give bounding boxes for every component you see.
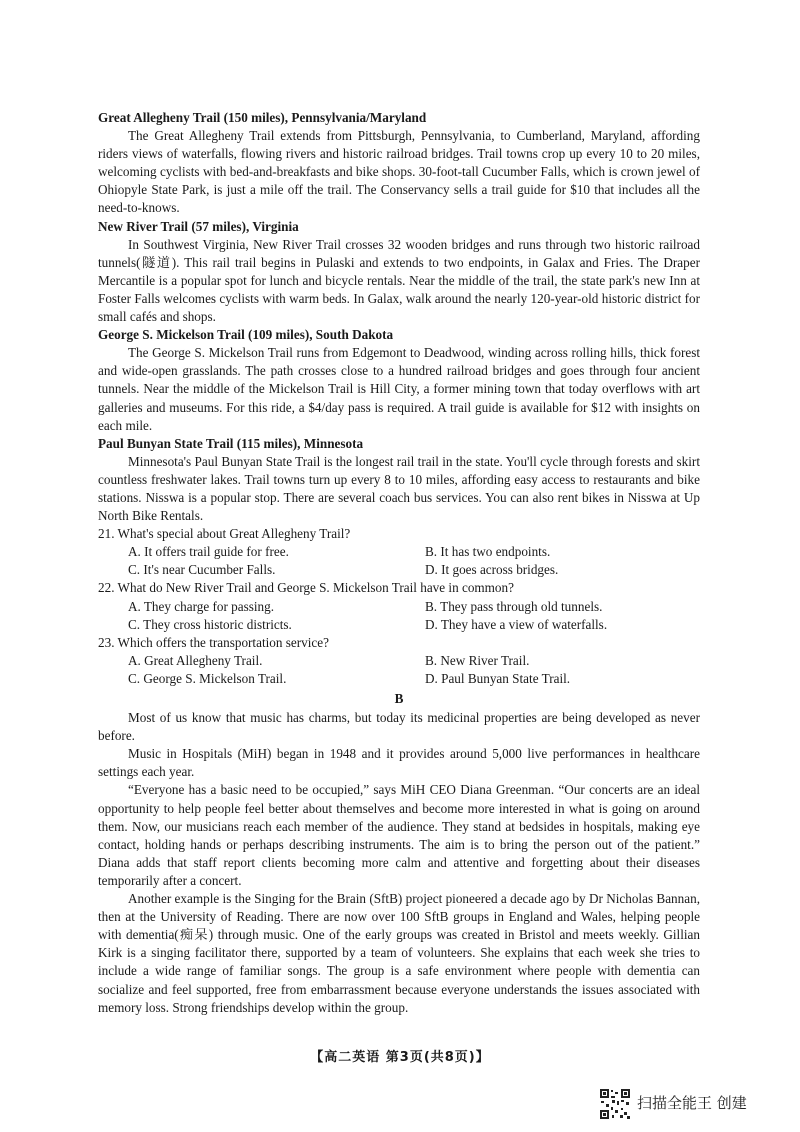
question-22	[98, 579, 700, 633]
option-c: C. They cross historic districts.	[128, 616, 292, 632]
trail-2	[98, 218, 700, 327]
option-c: C. It's near Cucumber Falls.	[128, 562, 276, 578]
option-a: A. It offers trail guide for free.	[128, 544, 289, 560]
trail-title: New River Trail (57 miles), Virginia	[98, 218, 299, 234]
trail-4	[98, 435, 700, 525]
passage-paragraph: Another example is the Singing for the Brain (SftB) project pioneered a decade ago by Dr Nicholas Bannan, then at the University of Reading. There are now over 100 SftB groups in England and Wales, helping people with dementia(痴呆) through music. One of the early groups was created in Bristol and meets weekly. Gillian Kirk is a singing facilitator there, supported by a team of volunteers. She explains that each week she tries to include a wide range of familiar songs. The group is a safe environment where people with dementia can socialize and feel supported, free from embarrassment because everyone understands the issues associated with memory loss. Strong friendships develop within the group.	[98, 891, 700, 1015]
question-stem: 21. What's special about Great Allegheny Trail?	[98, 526, 351, 542]
passage-paragraph: “Everyone has a basic need to be occupied,” says MiH CEO Diana Greenman. “Our concerts are an ideal opportunity to help people feel better about themselves and become more interested in what is going on around them. Now, our musicians reach each member of the audience. They stand at bedsides in hospitals, making eye contact, holding hands or perhaps describing instruments. The aim is to bring the person out of the patient.” Diana adds that staff report clients becoming more calm and attentive and forgetting about their diseases temporarily after a concert.	[98, 782, 700, 888]
question-options	[98, 598, 700, 634]
trail-title: Great Allegheny Trail (150 miles), Pennsylvania/Maryland	[98, 110, 427, 125]
qr-code-icon	[599, 1088, 631, 1120]
trail-3	[98, 326, 700, 435]
passage-paragraph: Music in Hospitals (MiH) began in 1948 and it provides around 5,000 live performances in healthcare settings each year.	[98, 746, 700, 780]
question-23	[98, 634, 700, 688]
trail-title: George S. Mickelson Trail (109 miles), South Dakota	[98, 327, 394, 343]
option-a: A. They charge for passing.	[128, 598, 275, 614]
trail-body: The Great Allegheny Trail extends from Pittsburgh, Pennsylvania, to Cumberland, Maryland, affording riders views of waterfalls, flowing rivers and historic railroad bridges. Trail towns crop up every 10 to 20 miles, welcoming cyclists with bed-and-breakfasts and bike shops. 30-foot-tall Cucumber Falls, which is crown jewel of Ohiopyle State Park, is just a mile off the trail. The Conservancy sells a trail guide for $10 that includes all the need-to-knows.	[98, 128, 700, 216]
option-b: B. They pass through old tunnels.	[425, 598, 603, 614]
page-content	[98, 109, 700, 1017]
trail-body: Minnesota's Paul Bunyan State Trail is the longest rail trail in the state. You'll cycle through forests and skirt countless freshwater lakes. Trail towns turn up every 8 to 10 miles, affording easy access to restaurants and bike stations. Nisswa is a popular stop. There are several coach bus services. You can also rent bikes in Nisswa at Up North Bike Rentals.	[98, 453, 700, 524]
trail-1	[98, 109, 700, 218]
question-stem: 23. Which offers the transportation service?	[98, 634, 329, 650]
passage-b	[98, 709, 700, 1017]
option-b: B. New River Trail.	[425, 652, 530, 668]
question-options	[98, 543, 700, 579]
option-b: B. It has two endpoints.	[425, 544, 551, 560]
option-a: A. Great Allegheny Trail.	[128, 652, 263, 668]
page-footer: 【高二英语 第3页(共8页)】	[310, 1050, 490, 1065]
option-c: C. George S. Mickelson Trail.	[128, 670, 287, 686]
trail-body: In Southwest Virginia, New River Trail crosses 32 wooden bridges and runs through two historic railroad tunnels(隧道). This rail trail begins in Pulaski and extends to two endpoints, in Galax and Fries. The Draper Mercantile is a popular spot for lunch and bicycle rentals. Near the middle of the trail, the state park's new Inn at Foster Falls welcomes cyclists with warm beds. In Galax, walk around the nearly 120-year-old historic district for small cafés and shops.	[98, 236, 700, 325]
option-d: D. They have a view of waterfalls.	[425, 616, 608, 632]
passage-paragraph: Most of us know that music has charms, but today its medicinal properties are being developed as never before.	[98, 710, 700, 744]
question-stem: 22. What do New River Trail and George S. Mickelson Trail have in common?	[98, 580, 514, 596]
section-b-label: B	[394, 691, 404, 706]
trail-body: The George S. Mickelson Trail runs from Edgemont to Deadwood, winding across rolling hills, thick forest and wide-open grasslands. The path crosses close to a hundred railroad bridges and goes through four ancient tunnels. Near the middle of the Mickelson Trail is Hill City, a former mining town that today overflows with art galleries and museums. For this ride, a $4/day pass is required. A trail guide is available for $12 with insights on each mile.	[98, 345, 700, 433]
option-d: D. It goes across bridges.	[425, 562, 559, 578]
option-d: D. Paul Bunyan State Trail.	[425, 670, 571, 686]
question-21	[98, 525, 700, 579]
trail-title: Paul Bunyan State Trail (115 miles), Minnesota	[98, 435, 364, 451]
scanner-watermark: 扫描全能王 创建	[637, 1094, 747, 1112]
question-options	[98, 652, 700, 688]
